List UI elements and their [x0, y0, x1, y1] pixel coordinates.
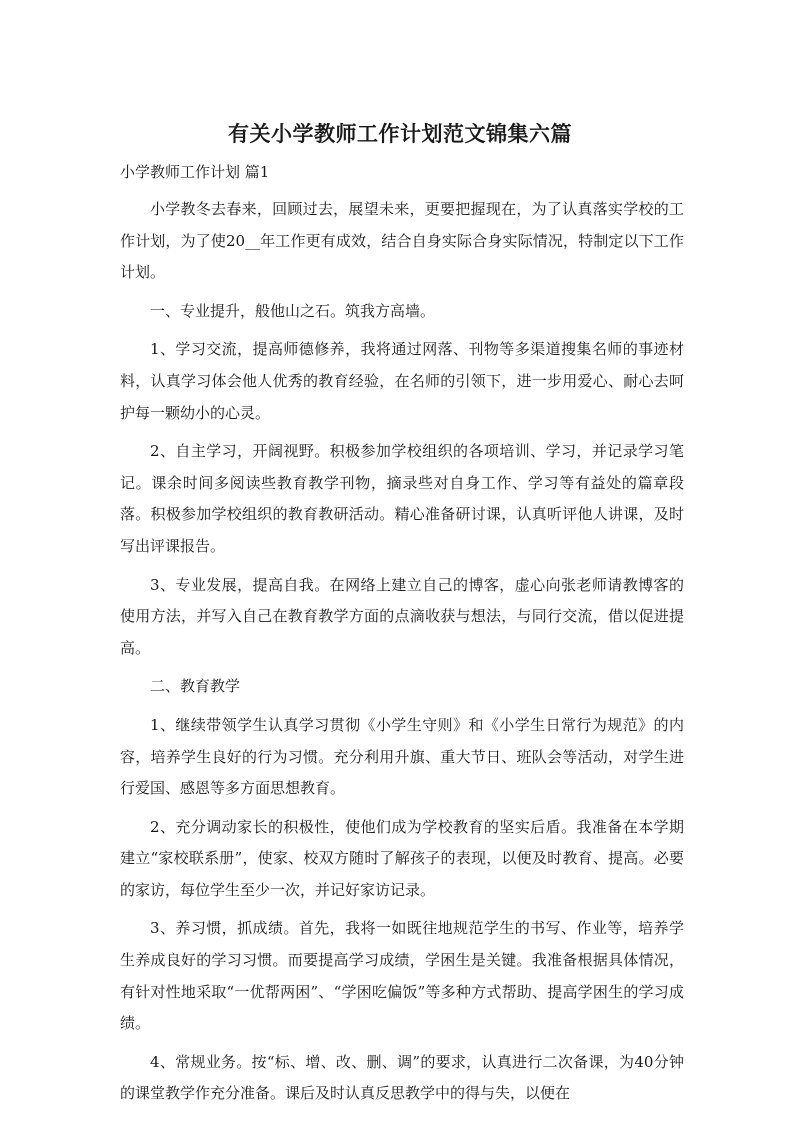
paragraph-heading-1: 一、专业提升，般他山之石。筑我方高墙。 — [150, 301, 436, 320]
paragraph-item-1-3: 3、专业发展，提高自我。在网络上建立自己的博客，虚心向张老师请教博客的使用方法，并写入自己在教育教学方面的点滴收获与想法，与同行交流，借以促进提高。 — [120, 575, 684, 657]
document-title: 有关小学教师工作计划范文锦集六篇 — [228, 122, 572, 146]
paragraph-item-2-1: 1、继续带领学生认真学习贯彻《小学生守则》和《小学生日常行为规范》的内容，培养学生良好的行为习惯。充分利用升旗、重大节日、班队会等活动，对学生进行爱国、感恩等多方面思想教育。 — [120, 715, 684, 798]
paragraph-item-2-3: 3、养习惯，抓成绩。首先，我将一如既往地规范学生的书写、作业等，培养学生养成良好的学习习惯。而要提高学习成绩，学困生是关键。我准备根据具体情况，有针对性地采取“一优帮两困”、“学困吃偏饭”等多种方式帮助、提高学困生的学习成绩。 — [120, 919, 684, 1033]
paragraph-heading-2: 二、教育教学 — [150, 677, 241, 696]
document-body — [120, 194, 684, 1117]
paragraph-item-1-1: 1、学习交流，提高师德修养，我将通过网落、刊物等多渠道搜集名师的事迹材料，认真学习体会他人优秀的教育经验，在名师的引领下，进一步用爱心、耐心去呵护每一颗幼小的心灵。 — [120, 340, 684, 422]
section-heading: 小学教师工作计划 篇1 — [120, 163, 270, 181]
paragraph-item-2-4: 4、常规业务。按“标、增、改、删、调”的要求，认真进行二次备课，为40分钟的课堂教学作充分准备。课后及时认真反思教学中的得与失，以便在 — [120, 1052, 684, 1103]
paragraph-item-1-2: 2、自主学习，开阔视野。积极参加学校组织的各项培训、学习，并记录学习笔记。课余时间多阅读些教育教学刊物，摘录些对自身工作、学习等有益处的篇章段落。积极参加学校组织的教育教研活动。精心准备研讨课，认真听评他人讲课，及时写出评课报告。 — [120, 442, 684, 555]
paragraph-item-2-2: 2、充分调动家长的积极性，使他们成为学校教育的坚实后盾。我准备在本学期建立“家校联系册”，使家、校双方随时了解孩子的表现，以便及时教育、提高。必要的家访，每位学生至少一次，并记好家访记录。 — [120, 817, 684, 899]
paragraph-intro: 小学教冬去春来，回顾过去，展望未来，更要把握现在，为了认真落实学校的工作计划，为了使20__年工作更有成效，结合自身实际合身实际情况，特制定以下工作计划。 — [120, 200, 684, 282]
